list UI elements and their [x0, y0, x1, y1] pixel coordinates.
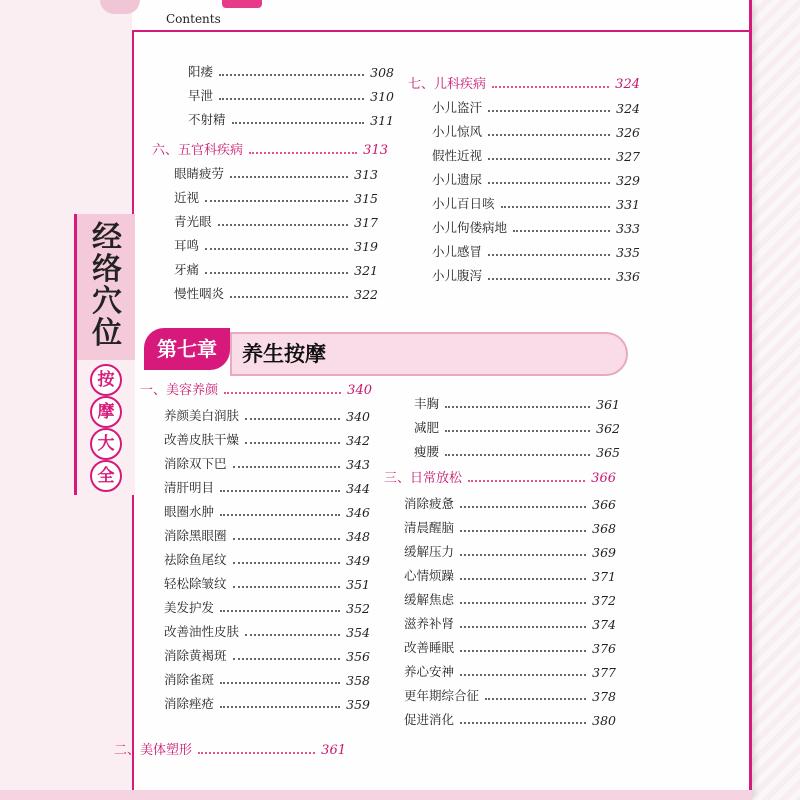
- toc-entry-label: 缓解压力: [404, 544, 455, 559]
- toc-entry-page: 336: [616, 269, 640, 284]
- toc-entry-label: 养颜美白润肤: [164, 408, 240, 423]
- toc-entry-page: 319: [354, 239, 378, 254]
- toc-leader-dots: [460, 601, 586, 604]
- toc-entry[interactable]: [164, 474, 370, 496]
- toc-entry-label: 七、儿科疾病: [408, 77, 487, 92]
- side-circle-char: 全: [90, 460, 122, 492]
- toc-entry[interactable]: [432, 166, 640, 188]
- toc-entry[interactable]: [164, 666, 370, 688]
- toc-section-heading[interactable]: [384, 464, 616, 486]
- toc-entry-page: 372: [592, 593, 616, 608]
- toc-entry-label: 消除雀斑: [164, 672, 215, 687]
- toc-leader-dots: [233, 657, 341, 660]
- toc-entry[interactable]: [404, 490, 616, 512]
- toc-entry[interactable]: [404, 514, 616, 536]
- top-decoration: [100, 0, 140, 14]
- toc-entry-page: 369: [592, 545, 616, 560]
- toc-entry-page: 380: [592, 713, 616, 728]
- toc-entry-page: 321: [354, 263, 378, 278]
- toc-entry[interactable]: [174, 232, 378, 254]
- toc-leader-dots: [218, 223, 349, 226]
- toc-leader-dots: [488, 133, 610, 136]
- bottom-band: [0, 790, 752, 800]
- side-title-text: 经络穴位: [92, 220, 122, 351]
- toc-leader-dots: [233, 585, 341, 588]
- toc-entry-label: 减肥: [414, 420, 440, 435]
- toc-leader-dots: [230, 295, 348, 298]
- toc-entry-page: 366: [592, 497, 616, 512]
- toc-entry-label: 心情烦躁: [404, 568, 455, 583]
- toc-entry-page: 315: [354, 191, 378, 206]
- toc-entry-page: 359: [346, 697, 370, 712]
- toc-entry-page: 348: [346, 529, 370, 544]
- toc-entry-page: 362: [596, 421, 620, 436]
- toc-entry-page: 313: [354, 167, 378, 182]
- toc-entry-label: 滋养补肾: [404, 616, 455, 631]
- toc-leader-dots: [460, 649, 586, 652]
- toc-entry[interactable]: [164, 402, 370, 424]
- toc-entry[interactable]: [164, 450, 370, 472]
- toc-entry[interactable]: [414, 438, 620, 460]
- toc-entry-page: 342: [346, 433, 370, 448]
- chapter-title: 养生按摩: [242, 341, 326, 366]
- toc-entry-label: 牙痛: [174, 262, 200, 277]
- toc-entry-label: 消除疲惫: [404, 496, 455, 511]
- toc-entry-label: 假性近视: [432, 148, 483, 163]
- toc-entry-label: 祛除鱼尾纹: [164, 552, 227, 567]
- toc-entry-page: 352: [346, 601, 370, 616]
- toc-entry-page: 351: [346, 577, 370, 592]
- toc-entry-label: 清肝明目: [164, 480, 215, 495]
- toc-entry-label: 眼睛疲劳: [174, 166, 225, 181]
- toc-entry-label: 改善油性皮肤: [164, 624, 240, 639]
- toc-entry[interactable]: [164, 642, 370, 664]
- toc-entry-label: 缓解焦虑: [404, 592, 455, 607]
- toc-leader-dots: [219, 97, 364, 100]
- toc-leader-dots: [501, 205, 611, 208]
- toc-leader-dots: [220, 609, 340, 612]
- toc-leader-dots: [460, 553, 586, 556]
- toc-entry-page: 333: [616, 221, 640, 236]
- toc-leader-dots: [232, 121, 365, 124]
- toc-entry[interactable]: [164, 498, 370, 520]
- toc-entry-label: 更年期综合征: [404, 688, 480, 703]
- toc-leader-dots: [488, 109, 610, 112]
- toc-entry-label: 养心安神: [404, 664, 455, 679]
- toc-leader-dots: [198, 751, 315, 754]
- toc-entry[interactable]: [404, 586, 616, 608]
- toc-entry-label: 六、五官科疾病: [152, 143, 244, 158]
- chapter-header: [140, 326, 624, 380]
- toc-leader-dots: [445, 453, 590, 456]
- toc-entry-page: 324: [616, 101, 640, 116]
- toc-leader-dots: [245, 441, 340, 444]
- toc-entry-page: 322: [354, 287, 378, 302]
- toc-entry-label: 消除黑眼圈: [164, 528, 227, 543]
- toc-entry-label: 小儿佝偻病地: [432, 220, 508, 235]
- toc-entry[interactable]: [404, 658, 616, 680]
- toc-entry-page: 354: [346, 625, 370, 640]
- toc-entry-label: 一、美容养颜: [140, 383, 219, 398]
- toc-entry[interactable]: [164, 546, 370, 568]
- toc-entry-page: 361: [596, 397, 620, 412]
- toc-leader-dots: [460, 529, 586, 532]
- toc-entry[interactable]: [432, 142, 640, 164]
- toc-entry-page: 331: [616, 197, 640, 212]
- toc-entry-page: 317: [354, 215, 378, 230]
- toc-entry-label: 瘦腰: [414, 444, 440, 459]
- toc-leader-dots: [220, 705, 340, 708]
- toc-entry[interactable]: [414, 390, 620, 412]
- toc-entry-label: 小儿腹泻: [432, 268, 483, 283]
- toc-leader-dots: [224, 391, 341, 394]
- toc-entry[interactable]: [432, 262, 640, 284]
- toc-entry[interactable]: [188, 106, 394, 128]
- chapter-badge: 第七章: [144, 328, 230, 370]
- toc-entry-label: 改善睡眠: [404, 640, 455, 655]
- toc-entry-page: 340: [347, 383, 372, 398]
- toc-leader-dots: [245, 417, 340, 420]
- toc-entry[interactable]: [164, 522, 370, 544]
- side-circle-char: 大: [90, 428, 122, 460]
- toc-leader-dots: [488, 157, 610, 160]
- toc-entry-label: 消除双下巴: [164, 456, 227, 471]
- toc-entry-page: 310: [370, 89, 394, 104]
- toc-entry-page: 343: [346, 457, 370, 472]
- toc-entry-page: 311: [370, 113, 394, 128]
- toc-entry-label: 三、日常放松: [384, 471, 463, 486]
- toc-entry-page: 335: [616, 245, 640, 260]
- toc-leader-dots: [220, 489, 340, 492]
- toc-entry-label: 阳痿: [188, 64, 214, 79]
- toc-leader-dots: [220, 681, 340, 684]
- toc-leader-dots: [205, 247, 348, 250]
- toc-leader-dots: [488, 181, 610, 184]
- toc-leader-dots: [468, 479, 585, 482]
- toc-entry-label: 消除痤疮: [164, 696, 215, 711]
- toc-leader-dots: [485, 697, 586, 700]
- toc-leader-dots: [513, 229, 610, 232]
- toc-entry[interactable]: [188, 82, 394, 104]
- toc-entry-page: 329: [616, 173, 640, 188]
- toc-entry-label: 不射精: [188, 112, 226, 127]
- toc-entry-page: 326: [616, 125, 640, 140]
- toc-entry[interactable]: [164, 570, 370, 592]
- toc-entry-label: 小儿惊风: [432, 124, 483, 139]
- toc-entry[interactable]: [414, 414, 620, 436]
- toc-entry-label: 小儿盗汗: [432, 100, 483, 115]
- toc-entry-label: 青光眼: [174, 214, 212, 229]
- toc-leader-dots: [233, 465, 341, 468]
- toc-entry-page: 358: [346, 673, 370, 688]
- toc-entry-label: 清晨醒脑: [404, 520, 455, 535]
- toc-entry-page: 361: [321, 743, 346, 758]
- toc-leader-dots: [230, 175, 348, 178]
- toc-entry-page: 365: [596, 445, 620, 460]
- toc-entry-page: 324: [615, 77, 640, 92]
- toc-entry-label: 近视: [174, 190, 200, 205]
- toc-leader-dots: [233, 537, 341, 540]
- toc-entry-page: 378: [592, 689, 616, 704]
- toc-entry[interactable]: [432, 94, 640, 116]
- toc-entry[interactable]: [432, 118, 640, 140]
- toc-entry-page: 308: [370, 65, 394, 80]
- toc-leader-dots: [249, 151, 357, 154]
- toc-entry[interactable]: [404, 682, 616, 704]
- toc-entry-page: 340: [346, 409, 370, 424]
- toc-leader-dots: [445, 405, 590, 408]
- toc-entry[interactable]: [404, 562, 616, 584]
- toc-entry-page: 344: [346, 481, 370, 496]
- side-subtitle: [74, 360, 135, 495]
- toc-leader-dots: [205, 271, 348, 274]
- contents-label: Contents: [166, 12, 221, 26]
- toc-leader-dots: [220, 513, 340, 516]
- toc-entry[interactable]: [164, 594, 370, 616]
- top-rule: [132, 30, 752, 32]
- side-circle-char: 摩: [90, 396, 122, 428]
- toc-entry-label: 小儿百日咳: [432, 196, 495, 211]
- toc-entry-page: 366: [591, 471, 616, 486]
- toc-entry[interactable]: [404, 610, 616, 632]
- toc-entry-page: 374: [592, 617, 616, 632]
- toc-entry[interactable]: [174, 256, 378, 278]
- toc-entry-label: 小儿遗尿: [432, 172, 483, 187]
- toc-entry[interactable]: [404, 538, 616, 560]
- toc-entry[interactable]: [188, 58, 394, 80]
- toc-leader-dots: [492, 85, 609, 88]
- toc-section-heading[interactable]: [152, 136, 388, 158]
- toc-entry-page: 346: [346, 505, 370, 520]
- toc-leader-dots: [460, 505, 586, 508]
- toc-entry-page: 376: [592, 641, 616, 656]
- toc-entry[interactable]: [404, 706, 616, 728]
- toc-entry[interactable]: [432, 190, 640, 212]
- toc-entry[interactable]: [404, 634, 616, 656]
- toc-entry-page: 368: [592, 521, 616, 536]
- toc-entry-page: 313: [363, 143, 388, 158]
- toc-leader-dots: [488, 253, 610, 256]
- toc-entry-page: 349: [346, 553, 370, 568]
- toc-section-heading[interactable]: [114, 736, 346, 758]
- toc-entry-page: 377: [592, 665, 616, 680]
- toc-entry-page: 356: [346, 649, 370, 664]
- toc-entry-label: 早泄: [188, 88, 214, 103]
- toc-entry-label: 轻松除皱纹: [164, 576, 227, 591]
- toc-entry[interactable]: [432, 238, 640, 260]
- toc-entry[interactable]: [174, 208, 378, 230]
- toc-leader-dots: [205, 199, 348, 202]
- toc-entry-label: 小儿感冒: [432, 244, 483, 259]
- toc-entry[interactable]: [164, 618, 370, 640]
- toc-entry-page: 371: [592, 569, 616, 584]
- side-title: [74, 214, 135, 360]
- toc-entry-label: 美发护发: [164, 600, 215, 615]
- toc-entry-label: 耳鸣: [174, 238, 200, 253]
- side-circle-char: 按: [90, 364, 122, 396]
- toc-entry[interactable]: [174, 160, 378, 182]
- toc-leader-dots: [445, 429, 590, 432]
- toc-entry[interactable]: [432, 214, 640, 236]
- toc-entry-page: 327: [616, 149, 640, 164]
- toc-entry-label: 丰胸: [414, 396, 440, 411]
- toc-leader-dots: [460, 721, 586, 724]
- toc-entry-label: 眼圈水肿: [164, 504, 215, 519]
- toc-entry[interactable]: [174, 280, 378, 302]
- toc-entry-label: 消除黄褐斑: [164, 648, 227, 663]
- toc-entry-label: 慢性咽炎: [174, 286, 225, 301]
- toc-entry[interactable]: [164, 426, 370, 448]
- toc-entry[interactable]: [174, 184, 378, 206]
- toc-entry-label: 改善皮肤干燥: [164, 432, 240, 447]
- toc-entry[interactable]: [164, 690, 370, 712]
- toc-leader-dots: [488, 277, 610, 280]
- toc-section-heading[interactable]: [408, 70, 640, 92]
- toc-entry-label: 二、美体塑形: [114, 743, 193, 758]
- toc-leader-dots: [233, 561, 341, 564]
- toc-leader-dots: [219, 73, 364, 76]
- top-tab: [222, 0, 262, 8]
- right-rule: [749, 0, 752, 796]
- toc-leader-dots: [460, 625, 586, 628]
- toc-leader-dots: [245, 633, 340, 636]
- toc-leader-dots: [460, 673, 586, 676]
- toc-entry-label: 促进消化: [404, 712, 455, 727]
- toc-leader-dots: [460, 577, 586, 580]
